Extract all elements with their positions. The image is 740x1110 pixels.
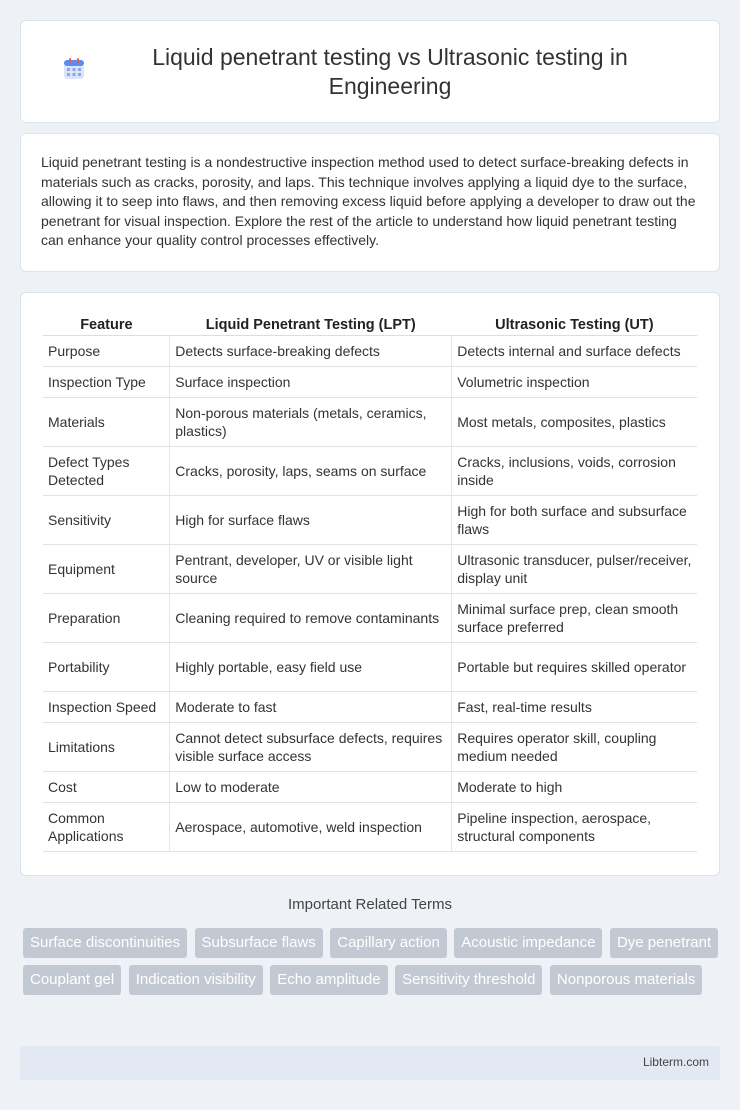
related-terms-list: [23, 928, 723, 1002]
lpt-cell: Moderate to fast: [170, 692, 452, 723]
table-row: [43, 336, 697, 367]
table-row: [43, 643, 697, 692]
related-term-tag[interactable]: Surface discontinuities: [23, 928, 187, 958]
feature-cell: Cost: [43, 772, 170, 803]
table-row: [43, 545, 697, 594]
feature-cell: Limitations: [43, 723, 170, 772]
feature-cell: Materials: [43, 398, 170, 447]
calendar-icon: [61, 56, 87, 87]
feature-cell: Inspection Type: [43, 367, 170, 398]
ut-cell: Portable but requires skilled operator: [452, 643, 697, 692]
related-term-tag[interactable]: Subsurface flaws: [195, 928, 323, 958]
comparison-table: [43, 313, 697, 852]
feature-cell: Inspection Speed: [43, 692, 170, 723]
title-wrap: [21, 43, 719, 101]
table-header-row: [43, 313, 697, 336]
related-term-tag[interactable]: Sensitivity threshold: [395, 965, 542, 995]
related-term-tag[interactable]: Capillary action: [330, 928, 447, 958]
column-header: Liquid Penetrant Testing (LPT): [170, 313, 452, 336]
lpt-cell: Cleaning required to remove contaminants: [170, 594, 452, 643]
header-card: [20, 20, 720, 123]
column-header: Feature: [43, 313, 170, 336]
feature-cell: Sensitivity: [43, 496, 170, 545]
table-row: [43, 367, 697, 398]
ut-cell: Pipeline inspection, aerospace, structural components: [452, 803, 697, 852]
table-row: [43, 447, 697, 496]
table-row: [43, 692, 697, 723]
ut-cell: Minimal surface prep, clean smooth surface preferred: [452, 594, 697, 643]
related-terms-title: Important Related Terms: [288, 896, 452, 913]
page-title: Liquid penetrant testing vs Ultrasonic testing in Engineering: [152, 43, 628, 99]
column-header: Ultrasonic Testing (UT): [452, 313, 697, 336]
ut-cell: High for both surface and subsurface flaws: [452, 496, 697, 545]
lpt-cell: Surface inspection: [170, 367, 452, 398]
ut-cell: Ultrasonic transducer, pulser/receiver, display unit: [452, 545, 697, 594]
feature-cell: Portability: [43, 643, 170, 692]
lpt-cell: High for surface flaws: [170, 496, 452, 545]
ut-cell: Requires operator skill, coupling medium needed: [452, 723, 697, 772]
feature-cell: Common Applications: [43, 803, 170, 852]
feature-cell: Defect Types Detected: [43, 447, 170, 496]
lpt-cell: Highly portable, easy field use: [170, 643, 452, 692]
footer-site-link[interactable]: Libterm.com: [642, 1055, 709, 1069]
ut-cell: Moderate to high: [452, 772, 697, 803]
related-term-tag[interactable]: Couplant gel: [23, 965, 121, 995]
table-row: [43, 723, 697, 772]
lpt-cell: Cracks, porosity, laps, seams on surface: [170, 447, 452, 496]
related-term-tag[interactable]: Echo amplitude: [270, 965, 387, 995]
table-row: [43, 803, 697, 852]
feature-cell: Purpose: [43, 336, 170, 367]
table-row: [43, 496, 697, 545]
footer: [20, 1046, 720, 1080]
related-term-tag[interactable]: Dye penetrant: [610, 928, 718, 958]
related-term-tag[interactable]: Indication visibility: [129, 965, 263, 995]
ut-cell: Fast, real-time results: [452, 692, 697, 723]
lpt-cell: Non-porous materials (metals, ceramics, plastics): [170, 398, 452, 447]
lpt-cell: Pentrant, developer, UV or visible light source: [170, 545, 452, 594]
ut-cell: Cracks, inclusions, voids, corrosion inside: [452, 447, 697, 496]
lpt-cell: Low to moderate: [170, 772, 452, 803]
related-term-tag[interactable]: Acoustic impedance: [454, 928, 602, 958]
related-term-tag[interactable]: Nonporous materials: [550, 965, 702, 995]
intro-card: [20, 133, 720, 272]
lpt-cell: Cannot detect subsurface defects, requires visible surface access: [170, 723, 452, 772]
feature-cell: Preparation: [43, 594, 170, 643]
table-row: [43, 398, 697, 447]
comparison-table-card: [20, 292, 720, 876]
intro-text: Liquid penetrant testing is a nondestructive inspection method used to detect surface-breaking defects in materials such as cracks, porosity, and laps. This technique involves applying a liquid dye to the surface, allowing it to seep into flaws, and then removing excess liquid before applying a developer to draw out the penetrant for visual inspection. Explore the rest of the article to understand how liquid penetrant testing can enhance your quality control processes effectively.: [41, 154, 696, 249]
table-row: [43, 772, 697, 803]
table-row: [43, 594, 697, 643]
lpt-cell: Aerospace, automotive, weld inspection: [170, 803, 452, 852]
feature-cell: Equipment: [43, 545, 170, 594]
lpt-cell: Detects surface-breaking defects: [170, 336, 452, 367]
ut-cell: Most metals, composites, plastics: [452, 398, 697, 447]
ut-cell: Detects internal and surface defects: [452, 336, 697, 367]
ut-cell: Volumetric inspection: [452, 367, 697, 398]
